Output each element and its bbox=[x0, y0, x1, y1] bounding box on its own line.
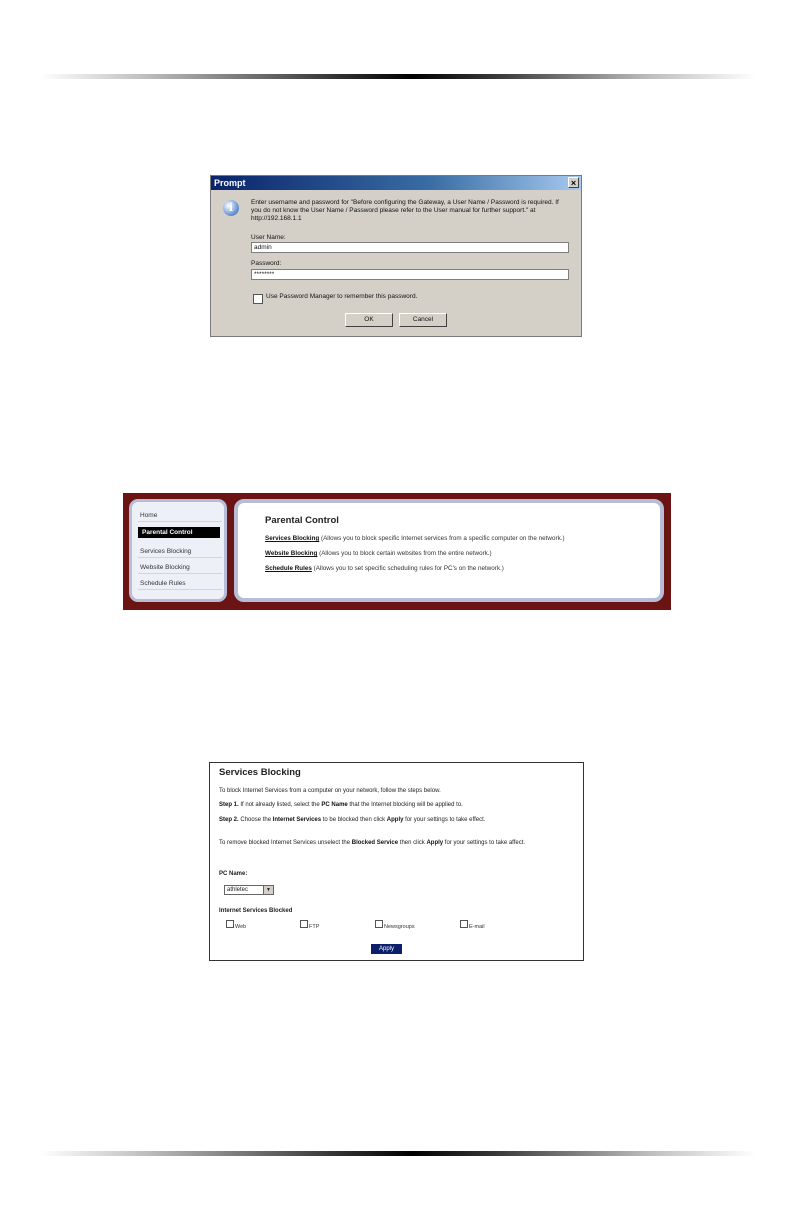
website-blocking-entry bbox=[265, 550, 492, 557]
website-blocking-link[interactable]: Website Blocking bbox=[265, 550, 318, 557]
info-icon: i bbox=[223, 200, 239, 216]
pc-name-label: PC Name: bbox=[219, 871, 248, 877]
remember-password-checkbox[interactable] bbox=[253, 294, 263, 304]
parental-control-content bbox=[234, 499, 664, 602]
newsgroups-label: Newsgroups bbox=[384, 924, 415, 930]
username-label: User Name: bbox=[251, 234, 286, 241]
password-label: Password: bbox=[251, 260, 282, 267]
sidebar-item-parental-control[interactable]: Parental Control bbox=[138, 527, 220, 538]
step2-text-d: Apply bbox=[386, 817, 404, 823]
step1-label: Step 1. bbox=[219, 802, 239, 808]
header-rule bbox=[40, 74, 756, 79]
services-blocking-desc: (Allows you to block specific Internet services from a specific computer on the network.) bbox=[319, 535, 565, 542]
website-blocking-desc: (Allows you to block certain websites from the entire network.) bbox=[317, 550, 492, 557]
ok-button[interactable]: OK bbox=[345, 313, 393, 327]
schedule-rules-desc: (Allows you to set specific scheduling rules for PC's on the network.) bbox=[311, 565, 504, 572]
remember-password-label: Use Password Manager to remember this password. bbox=[266, 293, 418, 300]
ftp-checkbox[interactable] bbox=[300, 920, 308, 928]
step1-text-a: If not already listed, select the bbox=[238, 802, 322, 808]
login-prompt-dialog bbox=[210, 175, 582, 337]
newsgroups-checkbox[interactable] bbox=[375, 920, 383, 928]
remove-text-c: then click bbox=[398, 840, 427, 846]
services-blocking-link[interactable]: Services Blocking bbox=[265, 535, 320, 542]
cancel-button[interactable]: Cancel bbox=[399, 313, 447, 327]
chevron-down-icon[interactable]: ▼ bbox=[263, 886, 273, 894]
sidebar-item-home[interactable]: Home bbox=[138, 510, 222, 522]
username-input[interactable]: admin bbox=[251, 242, 569, 253]
schedule-rules-link[interactable]: Schedule Rules bbox=[265, 565, 312, 572]
remove-text-e: for your settings to take affect. bbox=[443, 840, 526, 846]
dialog-title: Prompt bbox=[214, 178, 246, 188]
remove-text-a: To remove blocked Internet Services unselect the bbox=[219, 840, 352, 846]
step2-text-a: Choose the bbox=[238, 817, 273, 823]
email-checkbox[interactable] bbox=[460, 920, 468, 928]
step1-text-b: PC Name bbox=[321, 802, 348, 808]
apply-button[interactable]: Apply bbox=[371, 944, 402, 954]
sidebar-item-services-blocking[interactable]: Services Blocking bbox=[138, 546, 222, 558]
web-checkbox[interactable] bbox=[226, 920, 234, 928]
step2-text-b: Internet Services bbox=[272, 817, 322, 823]
sidebar-menu bbox=[129, 499, 227, 602]
sidebar-item-website-blocking[interactable]: Website Blocking bbox=[138, 562, 222, 574]
step1-text-c: that the Internet blocking will be applied to. bbox=[347, 802, 463, 808]
page-title: Services Blocking bbox=[219, 767, 301, 778]
sidebar-item-schedule-rules[interactable]: Schedule Rules bbox=[138, 578, 222, 590]
pc-name-value: athletec bbox=[227, 887, 249, 893]
remove-text-b: Blocked Service bbox=[351, 840, 399, 846]
services-blocked-label: Internet Services Blocked bbox=[219, 908, 293, 914]
dialog-titlebar bbox=[211, 176, 581, 190]
services-blocking-entry bbox=[265, 535, 565, 542]
password-input[interactable]: ******** bbox=[251, 269, 569, 280]
step2-text bbox=[219, 816, 574, 824]
step1-text bbox=[219, 801, 574, 809]
step2-label: Step 2. bbox=[219, 817, 239, 823]
services-blocking-screen bbox=[209, 762, 584, 961]
step2-text-e: for your settings to take effect. bbox=[403, 817, 486, 823]
parental-control-screen bbox=[123, 493, 671, 610]
email-label: E-mail bbox=[469, 924, 485, 930]
remove-text-d: Apply bbox=[426, 840, 444, 846]
web-label: Web bbox=[235, 924, 247, 930]
footer-rule bbox=[40, 1151, 756, 1156]
prompt-message: Enter username and password for "Before configuring the Gateway, a User Name / Password is required. If you do not know the User Name / Password please refer to the User manual for further support." at http://192.168.1.1 bbox=[251, 199, 559, 223]
schedule-rules-entry bbox=[265, 565, 504, 572]
close-icon[interactable]: × bbox=[568, 177, 579, 188]
page-title: Parental Control bbox=[265, 515, 339, 526]
step2-text-c: to be blocked then click bbox=[321, 817, 387, 823]
remove-text bbox=[219, 839, 574, 847]
ftp-label: FTP bbox=[309, 924, 320, 930]
intro-text: To block Internet Services from a computer on your network, follow the steps below. bbox=[219, 788, 441, 794]
pc-name-select[interactable] bbox=[224, 885, 274, 895]
